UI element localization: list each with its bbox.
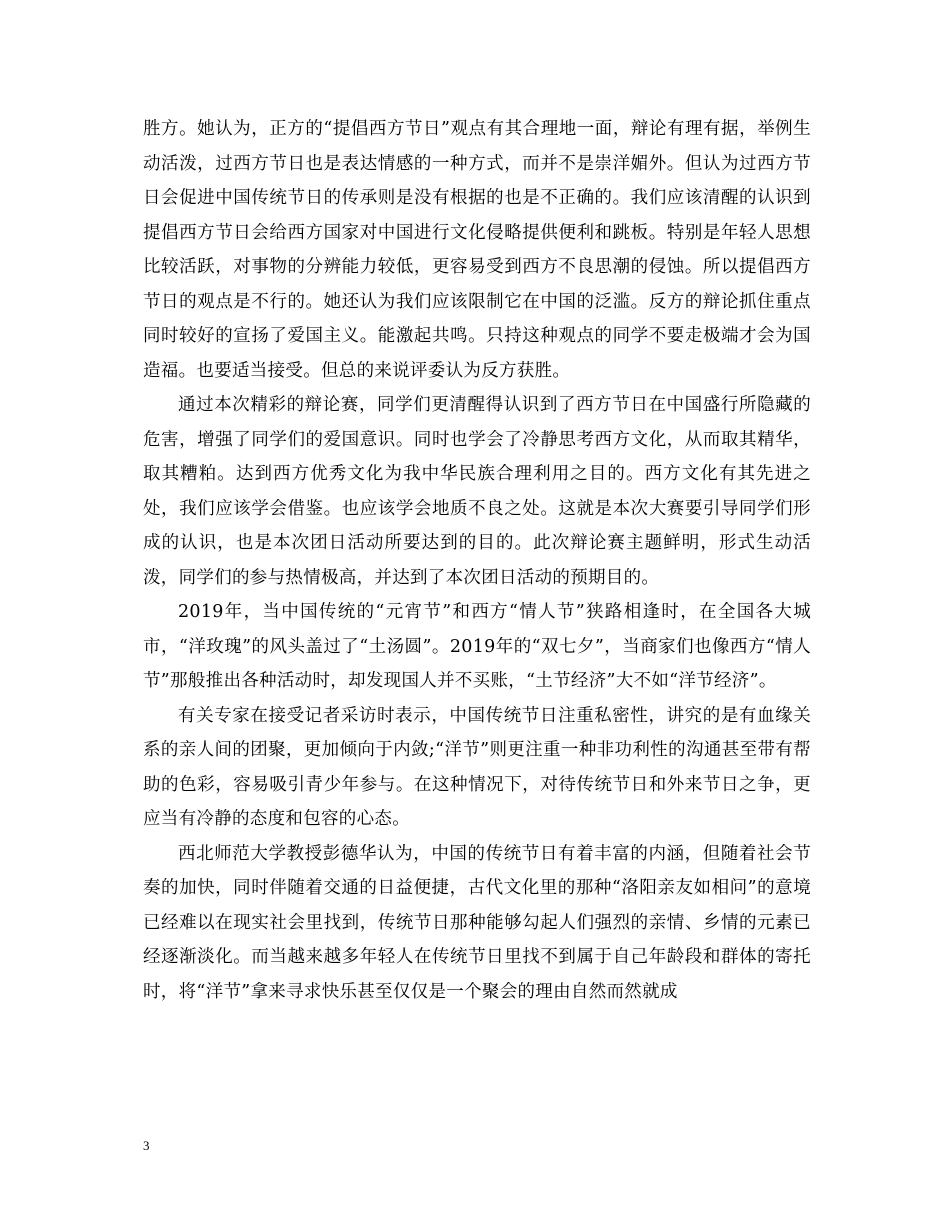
paragraph-1: 胜方。她认为，正方的“提倡西方节日”观点有其合理地一面，辩论有理有据，举例生动活泼，过西方节日也是表达情感的一种方式，而并不是崇洋媚外。但认为过西方节日会促进中国传统节日的传承则是没有根据的也是不正确的。我们应该清醒的认识到提倡西方节日会给西方国家对中国进行文化侵略提供便利和跳板。特别是年轻人思想比较活跃，对事物的分辨能力较低，更容易受到西方不良思潮的侵蚀。所以提倡西方节日的观点是不行的。她还认为我们应该限制它在中国的泛滥。反方的辩论抓住重点同时较好的宣扬了爱国主义。能激起共鸣。只持这种观点的同学不要走极端才会为国造福。也要适当接受。但总的来说评委认为反方获胜。 bbox=[143, 119, 811, 381]
paragraph-3: 2019年，当中国传统的“元宵节”和西方“情人节”狭路相逢时，在全国各大城市，“洋玫瑰”的风头盖过了“土汤圆”。2019年的“双七夕”，当商家们也像西方“情人节”那般推出各种活动时，却发现国人并不买账，“土节经济”大不如“洋节经济”。 bbox=[143, 602, 811, 691]
paragraph-2: 通过本次精彩的辩论赛，同学们更清醒得认识到了西方节日在中国盛行所隐藏的危害，增强了同学们的爱国意识。同时也学会了冷静思考西方文化，从而取其精华，取其糟粕。达到西方优秀文化为我中华民族合理利用之目的。西方文化有其先进之处，我们应该学会借鉴。也应该学会地质不良之处。这就是本次大赛要引导同学们形成的认识，也是本次团日活动所要达到的目的。此次辩论赛主题鲜明，形式生动活泼，同学们的参与热情极高，并达到了本次团日活动的预期目的。 bbox=[143, 395, 811, 588]
paragraph-4: 有关专家在接受记者采访时表示，中国传统节日注重私密性，讲究的是有血缘关系的亲人间的团聚，更加倾向于内敛;“洋节”则更注重一种非功利性的沟通甚至带有帮助的色彩，容易吸引青少年参与。在这种情况下，对待传统节日和外来节日之争，更应当有冷静的态度和包容的心态。 bbox=[143, 705, 811, 829]
page-number: 3 bbox=[143, 1138, 150, 1153]
body-text bbox=[143, 112, 811, 1009]
paragraph-5: 西北师范大学教授彭德华认为，中国的传统节日有着丰富的内涵，但随着社会节奏的加快，同时伴随着交通的日益便捷，古代文化里的那种“洛阳亲友如相问”的意境已经难以在现实社会里找到，传统节日那种能够勾起人们强烈的亲情、乡情的元素已经逐渐淡化。而当越来越多年轻人在传统节日里找不到属于自己年龄段和群体的寄托时，将“洋节”拿来寻求快乐甚至仅仅是一个聚会的理由自然而然就成 bbox=[143, 843, 811, 1002]
